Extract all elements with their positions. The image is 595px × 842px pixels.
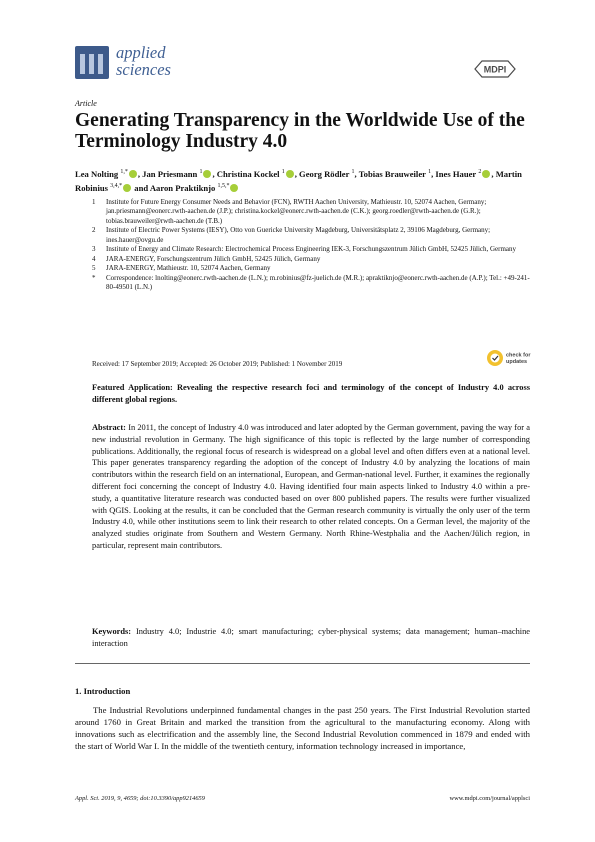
publication-dates: Received: 17 September 2019; Accepted: 26 October 2019; Published: 1 November 2019: [92, 360, 343, 368]
orcid-icon[interactable]: [286, 170, 294, 178]
section-divider: [75, 663, 530, 664]
author[interactable]: Ines Hauer $^2$: [435, 168, 482, 179]
author[interactable]: Tobias Brauweiler $^1$: [358, 168, 432, 179]
abstract: Abstract: In 2011, the concept of Industry 4.0 was introduced and later adopted by the German government, paving the way for a new industrial revolution in Germany. The high significance of this topic is reflected by the large number of corresponding publications. Additionally, the regional focus of research is widespread on a global level and often differs even at a national level. This paper generates transparency regarding the adoption of the concept of Industry 4.0 by analyzing the locations of main contributors within the research field on an international, European, and German-national level. Further, it examines the regionally different foci concerning the concept of Industry 4.0. Having identified four main aspects linked to Industry 4.0 within a pre-study, a quantitative literature research was conducted based on over 800 published papers. The results were further visualized with QGIS. Looking at the results, it can be concluded that the German research community is virtually the only user of the term Industry 4.0, while other institutions seem to link their research to other related concepts. On a German level, the majority of the analyzed studies originate from Southern and Western Germany. North Rhine-Westphalia and the Aachen/Jülich region, in particular, represent main contributors.: [92, 423, 530, 550]
author[interactable]: Georg Rödler $^1$: [299, 168, 355, 179]
author[interactable]: Jan Priesmann $^1$: [142, 168, 203, 179]
author[interactable]: Christina Kockel $^1$: [216, 168, 285, 179]
logo-column: [80, 54, 85, 74]
correspondence: * Correspondence: lnolting@eonerc.rwth-aachen.de (L.N.); m.robinius@fz-juelich.de (M.R.); apraktiknjo@eonerc.rwth-aachen.de (A.P.); Tel.: +49-241-80-49501 (L.N.): [92, 273, 530, 292]
svg-text:MDPI: MDPI: [483, 64, 507, 75]
featured-application: Featured Application: Revealing the respective research foci and terminology of the concept of Industry 4.0 across different global regions.: [92, 383, 530, 404]
article-type: Article: [75, 99, 97, 108]
intro-paragraph: The Industrial Revolutions underpinned fundamental changes in the past 250 years. The First Industrial Revolution started around 1760 in Great Britain and marked the transition from the agricultural to the manufacturing economy. Along with innovations such as electrification and the assembly line, the Second Industrial Revolution commenced in 1879 and ended with the start of World War I. In the middle of the twentieth century, information technology increased in importance,: [75, 705, 530, 751]
author[interactable]: Lea Nolting $^{1,*}$: [75, 168, 128, 179]
affiliation-item: 5 JARA-ENERGY, Mathieustr. 10, 52074 Aachen, Germany: [92, 264, 271, 273]
author[interactable]: Martin Robinius $^{3,4,*}$: [75, 168, 522, 194]
section-heading: 1. Introduction: [75, 686, 131, 696]
orcid-icon[interactable]: [230, 184, 238, 192]
footer-url[interactable]: www.mdpi.com/journal/applsci: [449, 795, 530, 802]
orcid-icon[interactable]: [123, 184, 131, 192]
affiliations: [92, 198, 530, 293]
affiliation-item: 2 Institute of Electric Power Systems (IESY), Otto von Guericke University Magdeburg, Universitätsplatz 2, 39106 Magdeburg, Germany; ines.hauer@ovgu.de: [92, 226, 491, 244]
journal-name: applied sciences: [116, 43, 171, 79]
orcid-icon[interactable]: [482, 170, 490, 178]
footer-citation: Appl. Sci. 2019, 9, 4659; doi:10.3390/app9214659: [75, 795, 205, 802]
author-list: Lea Nolting $^{1,*}$ , Jan Priesmann $^1$ , Christina Kockel $^1$ , Georg Rödler $^1$, Tobias Brauweiler $^1$, Ines Hauer $^2$ , Martin Robinius $^{3,4,*}$ and Aaron Praktiknjo $^{1,5,*}$: [75, 168, 522, 194]
orcid-icon[interactable]: [129, 170, 137, 178]
svg-text:check for: check for: [506, 352, 531, 359]
paper-title: Generating Transparency in the Worldwide Use of the Terminology Industry 4.0: [75, 110, 525, 152]
author[interactable]: Aaron Praktiknjo $^{1,5,*}$: [149, 183, 230, 194]
orcid-icon[interactable]: [203, 170, 211, 178]
svg-text:updates: updates: [506, 359, 528, 365]
check-for-updates-badge[interactable]: [486, 347, 534, 369]
affiliation-item: 1 Institute for Future Energy Consumer Needs and Behavior (FCN), RWTH Aachen University, Mathieustr. 10, 52074 Aachen, Germany; jan.priesmann@eonerc.rwth-aachen.de (J.P.); christina.kockel@eonerc.rwth-aachen.de (C.K.); georg.roedler@rwth-aachen.de (G.R.); tobias.brauweiler@rwth-aachen.de (T.B.): [92, 198, 487, 225]
journal-logo: [75, 46, 109, 79]
keywords: Keywords: Industry 4.0; Industrie 4.0; smart manufacturing; cyber-physical systems; data management; human–machine interaction: [92, 627, 531, 648]
mdpi-logo: [474, 60, 516, 78]
logo-column: [98, 54, 103, 74]
affiliation-item: 4 JARA-ENERGY, Forschungszentrum Jülich GmbH, 52425 Jülich, Germany: [92, 254, 321, 263]
logo-column: [89, 54, 94, 74]
affiliation-item: 3 Institute of Energy and Climate Research: Electrochemical Process Engineering IEK-3, Forschungszentrum Jülich GmbH, 52425 Jülich, Germany: [92, 245, 517, 254]
